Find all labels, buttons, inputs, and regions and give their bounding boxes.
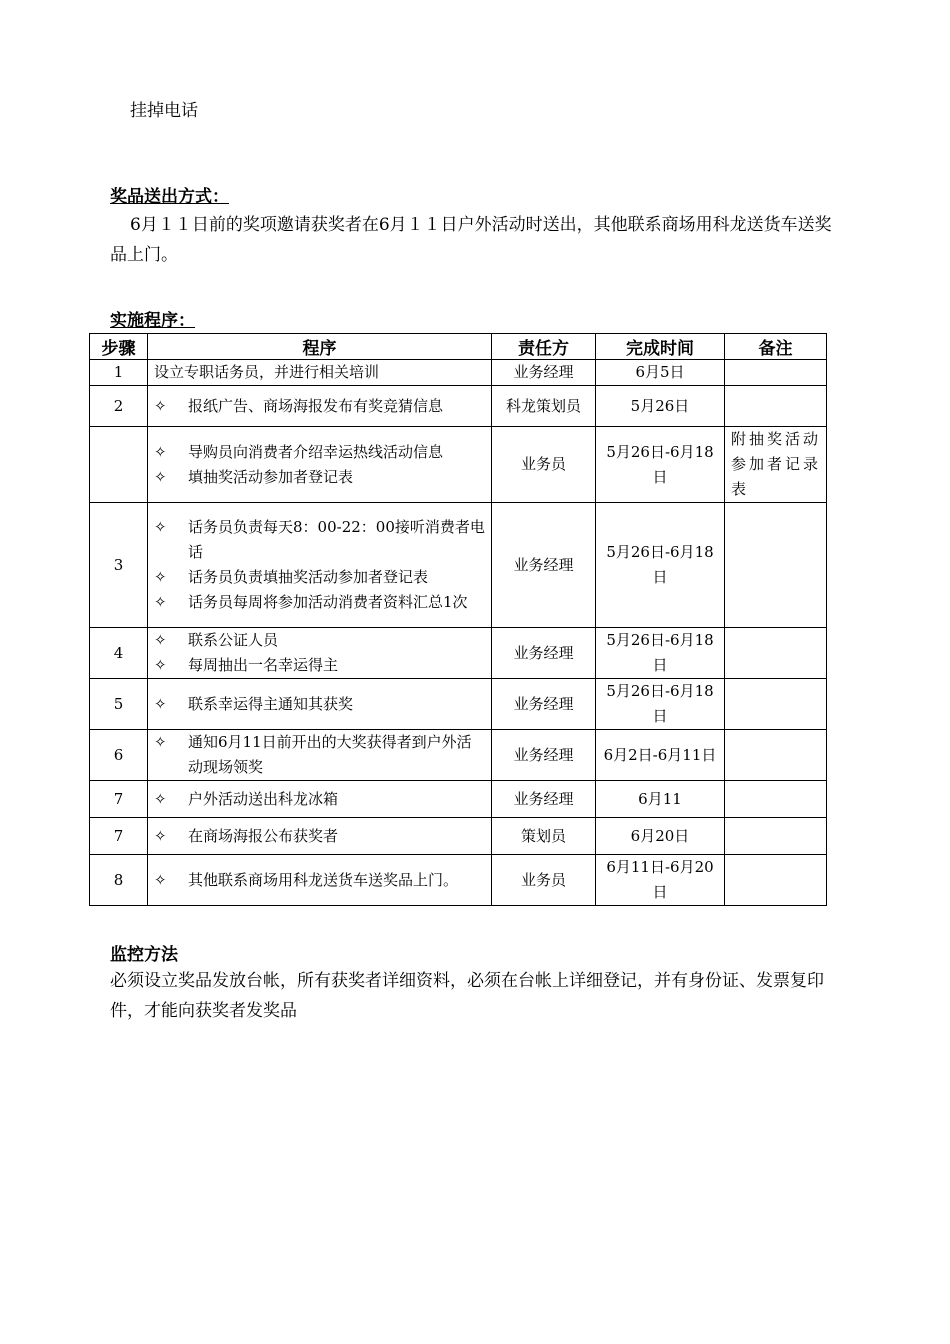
table-row (90, 781, 827, 818)
four-point-star-outline-icon: ✧ (154, 518, 167, 536)
prize-delivery-heading: 奖品送出方式： (110, 187, 229, 207)
owner-cell: 业务经理 (492, 360, 596, 386)
owner-cell: 业务经理 (492, 628, 596, 679)
procedure-item-text: 户外活动送出科龙冰箱 (188, 789, 339, 808)
column-header-owner: 责任方 (492, 334, 596, 360)
owner-cell: 业务经理 (492, 730, 596, 781)
four-point-star-outline-icon: ✧ (154, 396, 167, 415)
time-cell: 6月20日 (596, 818, 725, 855)
four-point-star-outline-icon: ✧ (154, 631, 167, 649)
procedure-cell (148, 427, 492, 503)
note-cell (725, 818, 827, 855)
procedure-item (154, 628, 485, 653)
procedure-item-text: 其他联系商场用科龙送货车送奖品上门。 (188, 870, 459, 889)
procedure-cell (148, 781, 492, 818)
owner-cell: 业务经理 (492, 679, 596, 730)
four-point-star-outline-icon: ✧ (154, 870, 167, 889)
owner-cell: 科龙策划员 (492, 386, 596, 427)
table-body (90, 360, 827, 906)
procedure-item (154, 824, 485, 849)
column-header-time: 完成时间 (596, 334, 725, 360)
procedure-item-text: 话务员负责每天8：00-22：00接听消费者电话 (188, 518, 485, 561)
procedure-item (154, 515, 485, 565)
time-cell: 6月5日 (596, 360, 725, 386)
note-cell (725, 628, 827, 679)
procedure-item-text: 导购员向消费者介绍幸运热线活动信息 (188, 442, 444, 461)
procedure-item (154, 692, 485, 717)
time-cell: 5月26日-6月18日 (596, 427, 725, 503)
four-point-star-outline-icon: ✧ (154, 733, 167, 751)
procedure-item-text: 通知6月11日前开出的大奖获得者到户外活动现场领奖 (188, 733, 472, 776)
owner-cell: 业务经理 (492, 781, 596, 818)
four-point-star-outline-icon: ✧ (154, 694, 167, 713)
step-cell: 6 (90, 730, 148, 781)
time-cell: 5月26日-6月18日 (596, 679, 725, 730)
note-cell: 附抽奖活动参加者记录表 (725, 427, 827, 503)
four-point-star-outline-icon: ✧ (154, 656, 167, 674)
four-point-star-outline-icon: ✧ (154, 826, 167, 845)
step-cell: 2 (90, 386, 148, 427)
procedure-item-text: 话务员负责填抽奖活动参加者登记表 (188, 568, 429, 586)
owner-cell: 业务员 (492, 427, 596, 503)
four-point-star-outline-icon: ✧ (154, 467, 167, 486)
prize-delivery-text: 6月１１日前的奖项邀请获奖者在6月１１日户外活动时送出，其他联系商场用科龙送货车送奖品上门。 (110, 215, 832, 265)
column-header-step: 步骤 (90, 334, 148, 360)
procedure-item (154, 868, 485, 893)
note-cell (725, 781, 827, 818)
step-cell: 3 (90, 503, 148, 628)
note-cell (725, 503, 827, 628)
note-cell (725, 386, 827, 427)
table-row (90, 628, 827, 679)
note-cell (725, 360, 827, 386)
time-cell: 5月26日-6月18日 (596, 503, 725, 628)
monitoring-text: 必须设立奖品发放台帐，所有获奖者详细资料，必须在台帐上详细登记，并有身份证、发票复印件，才能向获奖者发奖品 (110, 971, 824, 1021)
step-cell (90, 427, 148, 503)
table-row (90, 503, 827, 628)
procedure-heading: 实施程序： (110, 311, 195, 331)
step-cell: 1 (90, 360, 148, 386)
procedure-item-text: 联系公证人员 (188, 631, 279, 649)
table-row (90, 427, 827, 503)
procedure-cell (148, 386, 492, 427)
time-cell: 5月26日 (596, 386, 725, 427)
step-cell: 5 (90, 679, 148, 730)
procedure-item (154, 394, 485, 419)
owner-cell: 业务经理 (492, 503, 596, 628)
four-point-star-outline-icon: ✧ (154, 593, 167, 611)
intro-line: 挂掉电话 (130, 101, 198, 121)
note-cell (725, 679, 827, 730)
procedure-item (154, 465, 485, 490)
four-point-star-outline-icon: ✧ (154, 568, 167, 586)
procedure-item-text: 在商场海报公布获奖者 (188, 826, 339, 845)
procedure-item-text: 联系幸运得主通知其获奖 (188, 694, 354, 713)
step-cell: 7 (90, 781, 148, 818)
procedure-item (154, 590, 485, 615)
table-row (90, 679, 827, 730)
procedure-item (154, 565, 485, 590)
time-cell: 6月11日-6月20日 (596, 855, 725, 906)
procedure-item (154, 440, 485, 465)
procedure-cell (148, 730, 492, 781)
four-point-star-outline-icon: ✧ (154, 789, 167, 808)
procedure-item-text: 话务员每周将参加活动消费者资料汇总1次 (188, 593, 468, 611)
table-row (90, 818, 827, 855)
procedure-item-text: 填抽奖活动参加者登记表 (188, 467, 354, 486)
step-cell: 4 (90, 628, 148, 679)
procedure-cell (148, 503, 492, 628)
procedure-table (89, 333, 827, 906)
owner-cell: 业务员 (492, 855, 596, 906)
procedure-cell (148, 360, 492, 386)
time-cell: 6月11 (596, 781, 725, 818)
table-row (90, 730, 827, 781)
procedure-cell (148, 679, 492, 730)
procedure-item (154, 787, 485, 812)
procedure-item (154, 730, 485, 780)
table-row (90, 386, 827, 427)
note-cell (725, 730, 827, 781)
procedure-item-text: 报纸广告、商场海报发布有奖竞猜信息 (188, 396, 444, 415)
procedure-cell (148, 628, 492, 679)
column-header-note: 备注 (725, 334, 827, 360)
procedure-cell (148, 818, 492, 855)
procedure-item (154, 360, 485, 385)
owner-cell: 策划员 (492, 818, 596, 855)
procedure-item-text: 设立专职话务员，并进行相关培训 (154, 363, 380, 381)
procedure-item-text: 每周抽出一名幸运得主 (188, 656, 339, 674)
procedure-item (154, 653, 485, 678)
step-cell: 8 (90, 855, 148, 906)
table-row (90, 855, 827, 906)
step-cell: 7 (90, 818, 148, 855)
monitoring-heading: 监控方法 (110, 945, 178, 965)
four-point-star-outline-icon: ✧ (154, 442, 167, 461)
note-cell (725, 855, 827, 906)
time-cell: 5月26日-6月18日 (596, 628, 725, 679)
procedure-cell (148, 855, 492, 906)
table-row (90, 360, 827, 386)
table-header-row (90, 334, 827, 360)
column-header-procedure: 程序 (148, 334, 492, 360)
time-cell: 6月2日-6月11日 (596, 730, 725, 781)
